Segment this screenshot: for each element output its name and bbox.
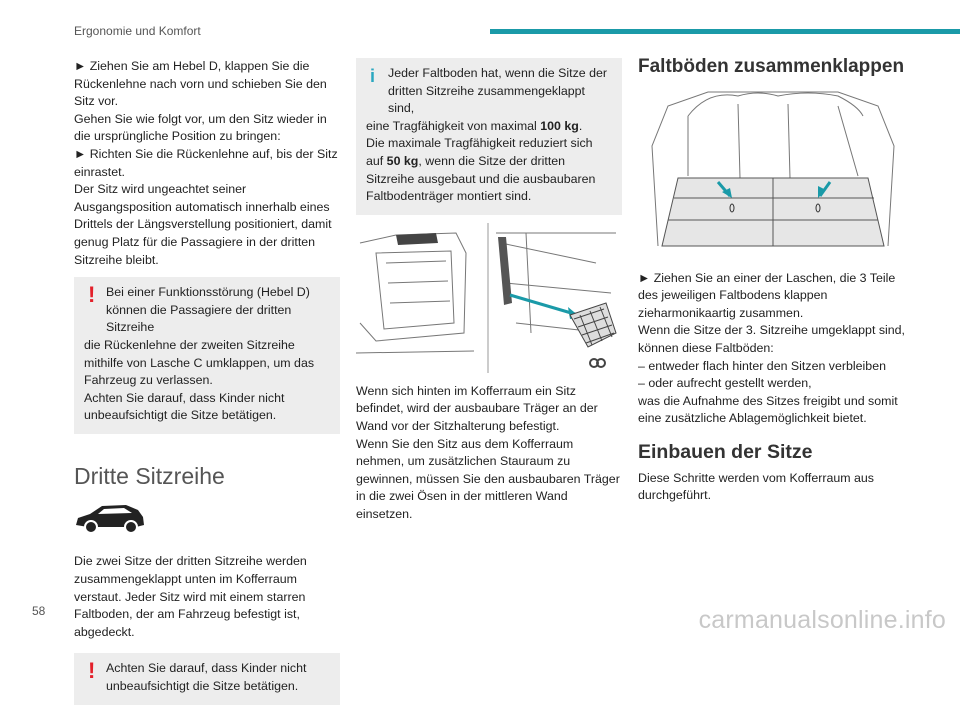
info-text-line2: dritten Sitzreihe zusammengeklappt sind, [388, 83, 585, 116]
paragraph-install: Diese Schritte werden vom Kofferraum aus durchgeführt. [638, 470, 874, 503]
column-middle [356, 58, 622, 524]
paragraph-restore: Gehen Sie wie folgt vor, um den Sitz wieder in die ursprüngliche Position zu bringen: [74, 111, 327, 144]
heading-fold-floors: Faltböden zusammenklappen [638, 56, 905, 77]
warning-icon: ! [88, 282, 96, 308]
warning-text-children: Achten Sie darauf, dass Kinder nicht unbeaufsichtigt die Sitze betätigen. [84, 390, 285, 423]
paragraph-position: Der Sitz wird ungeachtet seiner Ausgangsposition automatisch innerhalb eines Drittels der Längsverstellung positioniert, damit genug Platz für die Passagiere in der dritten Sitzreihe bleibt. [74, 182, 332, 267]
warning-text-rest: die Rückenlehne der zweiten Sitzreihe mithilfe von Lasche C umklappen, um das Fahrzeug zu verlassen. [84, 337, 315, 388]
paragraph-storage: was die Aufnahme des Sitzes freigibt und somit eine zusätzliche Ablagemöglichkeit bietet. [638, 393, 898, 426]
info-text-line1: Jeder Faltboden hat, wenn die Sitze der [388, 66, 608, 80]
car-silhouette-icon [74, 501, 340, 541]
column-left [74, 58, 340, 705]
watermark: carmanualsonline.info [698, 606, 946, 634]
warning-note-children [74, 653, 340, 704]
folding-floor-illustration [648, 86, 908, 258]
section-title: Ergonomie und Komfort [74, 24, 201, 38]
paragraph-floors-options: Wenn die Sitze der 3. Sitzreihe umgeklappt sind, können diese Faltböden: [638, 323, 906, 355]
instruction-raise-backrest: ► Richten Sie die Rückenlehne auf, bis der Sitz einrastet. [74, 146, 338, 179]
warning-text-line2: unbeaufsichtigt die Sitze betätigen. [106, 679, 299, 694]
header-accent-bar [490, 29, 960, 34]
instruction-lever-d: ► Ziehen Sie am Hebel D, klappen Sie die Rückenlehne nach vorn und schieben Sie den Sitz vor. [74, 59, 327, 109]
column-right [638, 58, 908, 505]
paragraph-third-row: Die zwei Sitze der dritten Sitzreihe werden zusammengeklappt unten im Kofferraum verstaut. Jeder Sitz wird mit einem starren Faltboden, der am Fahrzeug befestigt ist, abgedeckt. [74, 554, 307, 639]
instruction-pull-tab: ► Ziehen Sie an einer der Laschen, die 3 Teile des jeweiligen Faltbodens klappen zieharmonikaartig zusammen. [638, 270, 896, 320]
paragraph-carrier-remove: Wenn Sie den Sitz aus dem Kofferraum nehmen, um zusätzlichen Stauraum zu gewinnen, müssen Sie den ausbaubaren Träger in die zwei Ösen in der mittleren Wand einsetzen. [356, 436, 620, 521]
warning-text-line1: Bei einer Funktionsstörung (Hebel D) [106, 285, 310, 300]
paragraph-carrier-wall: Wenn sich hinten im Kofferraum ein Sitz befindet, wird der ausbaubare Träger an der Wand vor der Sitzhalterung befestigt. [356, 383, 598, 433]
warning-icon: ! [88, 658, 96, 684]
list-item: – entweder flach hinter den Sitzen verbleiben [638, 358, 886, 373]
info-text-line3: eine Tragfähigkeit von maximal 100 kg. [366, 118, 583, 133]
heading-install-seats: Einbauen der Sitze [638, 440, 813, 463]
list-item: – oder aufrecht gestellt werden, [638, 376, 812, 391]
warning-text-line1: Achten Sie darauf, dass Kinder nicht [106, 661, 307, 676]
info-icon: i [370, 66, 376, 86]
heading-third-row: Dritte Sitzreihe [74, 462, 225, 489]
warning-text-line2: können die Passagiere der dritten Sitzreihe [106, 302, 292, 335]
carrier-illustration [356, 223, 622, 373]
page-number: 58 [32, 604, 46, 618]
info-note-load [356, 58, 622, 215]
info-text-reduced: Die maximale Tragfähigkeit reduziert sich auf 50 kg, wenn die Sitze der dritten Sitzreihe ausgebaut und die ausbaubaren Faltbodenträger montiert sind. [366, 136, 596, 204]
warning-note-malfunction [74, 277, 340, 434]
